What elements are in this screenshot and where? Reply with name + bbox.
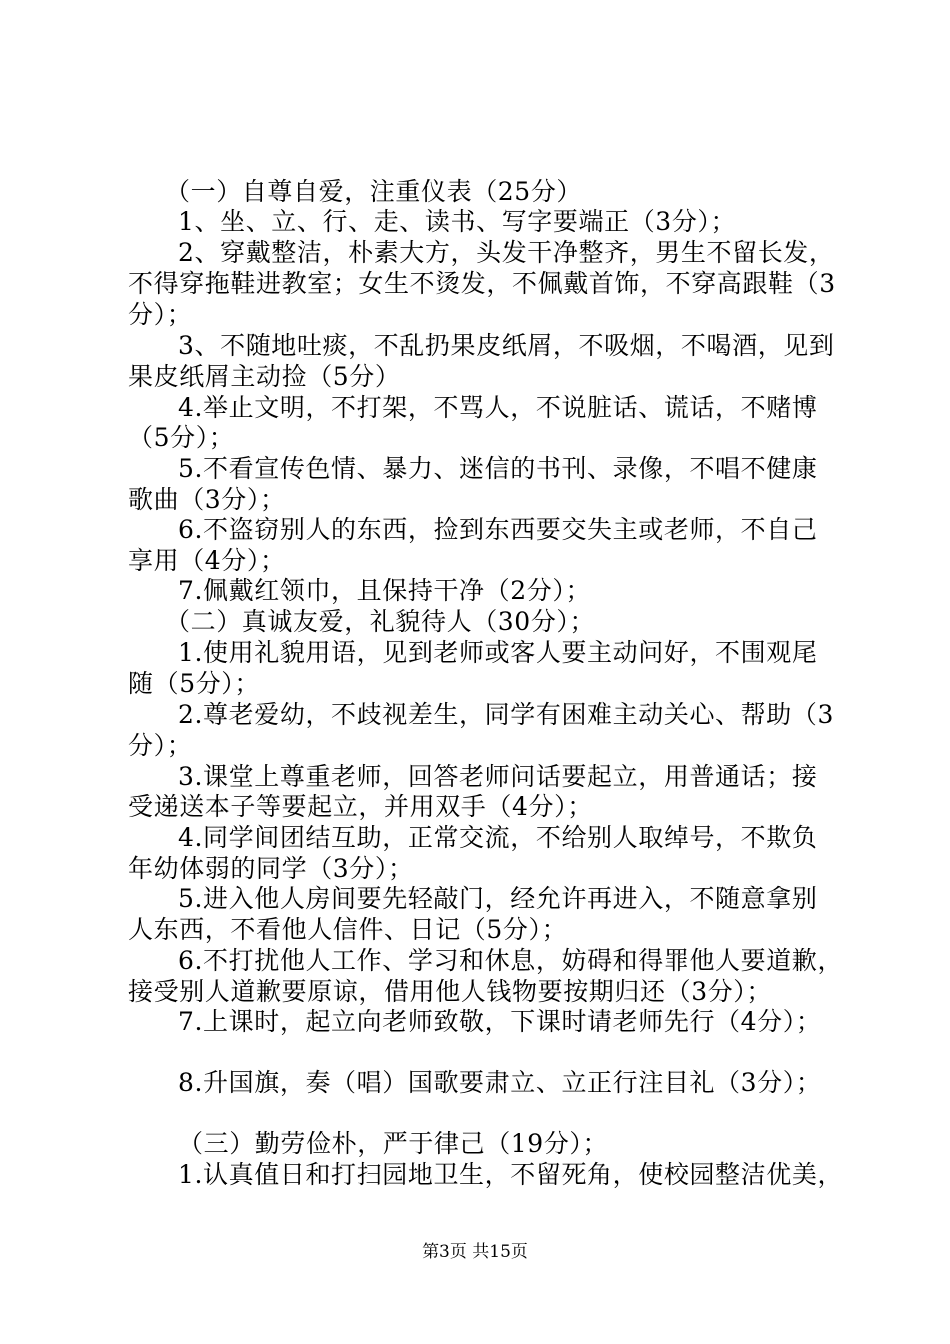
text-line: 5.不看宣传色情、暴力、迷信的书刊、录像，不唱不健康 [178, 454, 818, 483]
text-line: 2.尊老爱幼，不歧视差生，同学有困难主动关心、帮助（3 [178, 700, 834, 729]
text-line: 3、不随地吐痰，不乱扔果皮纸屑，不吸烟，不喝酒，见到 [178, 331, 835, 360]
text-line: （一）自尊自爱，注重仪表（25分） [165, 177, 583, 206]
text-line: 享用（4分）； [128, 546, 286, 575]
text-line: （5分）； [128, 423, 235, 452]
text-line: 2、穿戴整洁，朴素大方，头发干净整齐，男生不留长发， [178, 238, 835, 267]
text-line: 接受别人道歉要原谅，借用他人钱物要按期归还（3分）； [128, 977, 773, 1006]
text-line: 4.同学间团结互助，正常交流，不给别人取绰号，不欺负 [178, 823, 818, 852]
text-line: （二）真诚友爱，礼貌待人（30分）； [165, 607, 596, 636]
text-line: 6.不打扰他人工作、学习和休息，妨碍和得罪他人要道歉， [178, 946, 844, 975]
text-line: 果皮纸屑主动捡（5分） [128, 362, 401, 391]
text-line: 7.上课时，起立向老师致敬，下课时请老师先行（4分）； [178, 1007, 822, 1036]
text-line: 随（5分）； [128, 669, 261, 698]
text-line: 受递送本子等要起立，并用双手（4分）； [128, 792, 593, 821]
text-line: 分）； [128, 731, 193, 760]
page-footer: 第3页 共15页 [422, 1242, 528, 1262]
text-line: （三）勤劳俭朴，严于律己（19分）； [178, 1129, 609, 1158]
text-line: 4.举止文明，不打架，不骂人，不说脏话、谎话，不赌博 [178, 393, 818, 422]
text-line: 分）； [128, 300, 193, 329]
text-line: 8.升国旗，奏（唱）国歌要肃立、立正行注目礼（3分）； [178, 1068, 822, 1097]
text-line: 7.佩戴红领巾，且保持干净（2分）； [178, 576, 592, 605]
text-line: 歌曲（3分）； [128, 485, 286, 514]
text-line: 5.进入他人房间要先轻敲门，经允许再进入，不随意拿别 [178, 884, 818, 913]
text-line: 人东西，不看他人信件、日记（5分）； [128, 915, 568, 944]
text-line: 3.课堂上尊重老师，回答老师问话要起立，用普通话；接 [178, 762, 818, 791]
text-line: 1.使用礼貌用语，见到老师或客人要主动问好，不围观尾 [178, 638, 818, 667]
text-line: 6.不盗窃别人的东西，捡到东西要交失主或老师，不自己 [178, 515, 818, 544]
text-line: 1、坐、立、行、走、读书、写字要端正（3分）； [178, 207, 737, 236]
text-line: 不得穿拖鞋进教室；女生不烫发，不佩戴首饰，不穿高跟鞋（3 [128, 269, 836, 298]
text-line: 年幼体弱的同学（3分）； [128, 854, 414, 883]
text-line: 1.认真值日和打扫园地卫生，不留死角，使校园整洁优美， [178, 1160, 844, 1189]
